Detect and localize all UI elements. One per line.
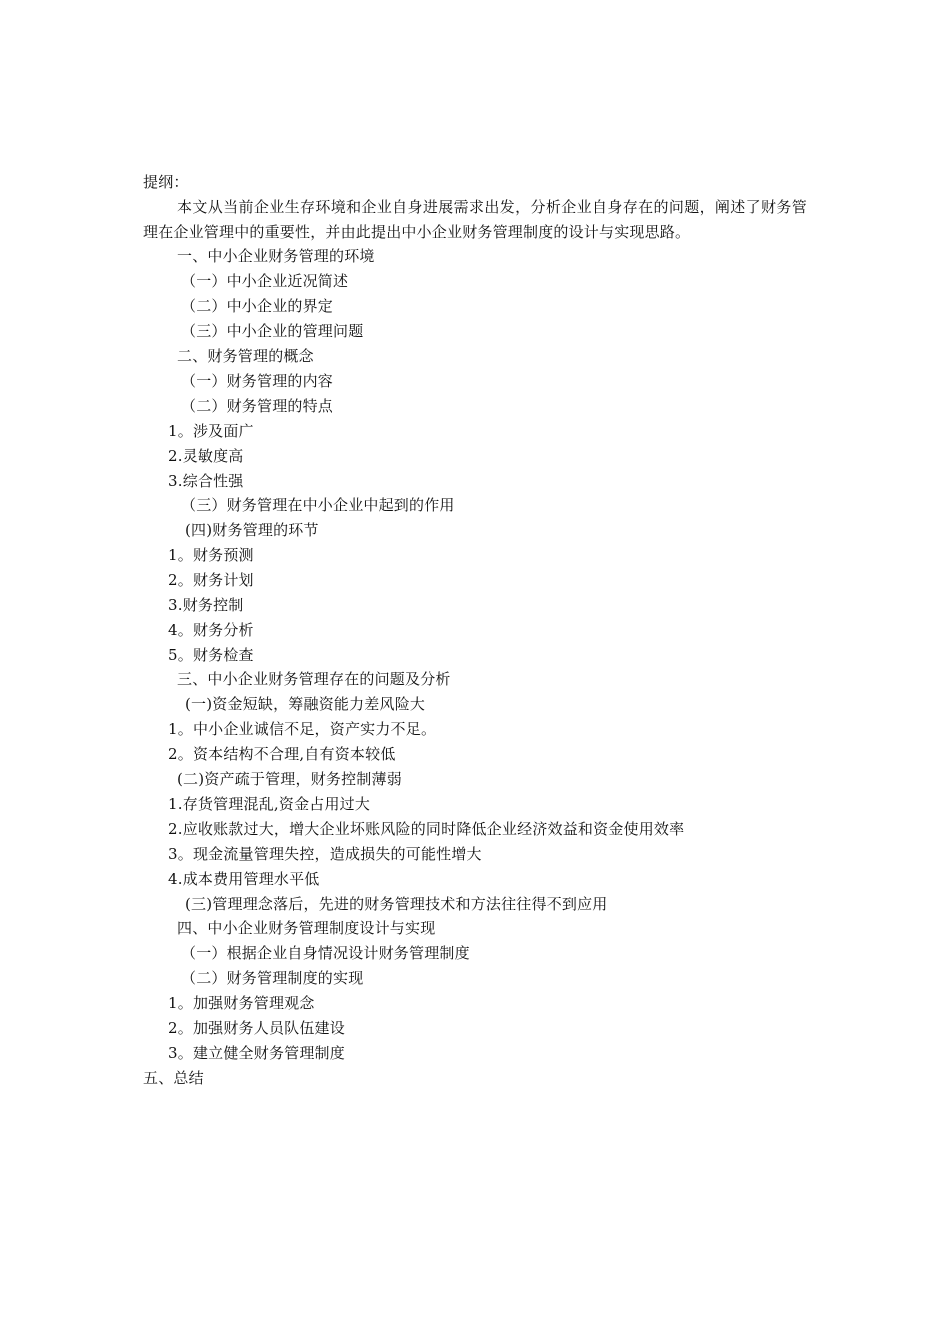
outline-item: 5。财务检查 (168, 646, 254, 664)
outline-section-2: 二、财务管理的概念 (177, 347, 314, 365)
outline-item: 4。财务分析 (168, 621, 254, 639)
outline-section-1: 一、中小企业财务管理的环境 (177, 247, 375, 265)
outline-item: 1.存货管理混乱,资金占用过大 (168, 795, 371, 813)
outline-subsection: (三)管理理念落后，先进的财务管理技术和方法往往得不到应用 (185, 895, 608, 913)
outline-item: 1。涉及面广 (168, 422, 254, 440)
outline-item: 4.成本费用管理水平低 (168, 870, 320, 888)
outline-subsection: （二）财务管理的特点 (181, 397, 334, 415)
outline-section-3: 三、中小企业财务管理存在的问题及分析 (177, 670, 451, 688)
outline-item: 2.应收账款过大，增大企业坏账风险的同时降低企业经济效益和资金使用效率 (168, 820, 685, 838)
intro-paragraph: 本文从当前企业生存环境和企业自身进展需求出发，分析企业自身存在的问题，阐述了财务管理在企业管理中的重要性，并由此提出中小企业财务管理制度的设计与实现思路。 (143, 198, 807, 241)
outline-section-4: 四、中小企业财务管理制度设计与实现 (177, 919, 436, 937)
outline-item: 3。现金流量管理失控，造成损失的可能性增大 (168, 845, 482, 863)
outline-item: 1。财务预测 (168, 546, 254, 564)
outline-subsection: （三）财务管理在中小企业中起到的作用 (181, 496, 455, 514)
outline-item: 3.综合性强 (168, 472, 244, 490)
outline-heading: 提纲： (143, 173, 189, 191)
outline-item: 2.灵敏度高 (168, 447, 244, 465)
outline-subsection: (二)资产疏于管理，财务控制薄弱 (177, 770, 402, 788)
outline-item: 1。中小企业诚信不足，资产实力不足。 (168, 720, 437, 738)
outline-subsection: （一）财务管理的内容 (181, 372, 334, 390)
outline-item: 3.财务控制 (168, 596, 244, 614)
outline-subsection: （二）财务管理制度的实现 (181, 969, 364, 987)
outline-subsection: (四)财务管理的环节 (185, 521, 319, 539)
outline-item: 3。建立健全财务管理制度 (168, 1044, 345, 1062)
outline-subsection: (一)资金短缺，筹融资能力差风险大 (185, 695, 426, 713)
outline-item: 1。加强财务管理观念 (168, 994, 315, 1012)
outline-item: 2。加强财务人员队伍建设 (168, 1019, 345, 1037)
outline-subsection: （二）中小企业的界定 (181, 297, 334, 315)
outline-subsection: （一）根据企业自身情况设计财务管理制度 (181, 944, 470, 962)
outline-item: 2。财务计划 (168, 571, 254, 589)
outline-section-5: 五、总结 (143, 1069, 204, 1087)
outline-subsection: （一）中小企业近况简述 (181, 272, 349, 290)
outline-item: 2。资本结构不合理,自有资本较低 (168, 745, 396, 763)
outline-subsection: （三）中小企业的管理问题 (181, 322, 364, 340)
